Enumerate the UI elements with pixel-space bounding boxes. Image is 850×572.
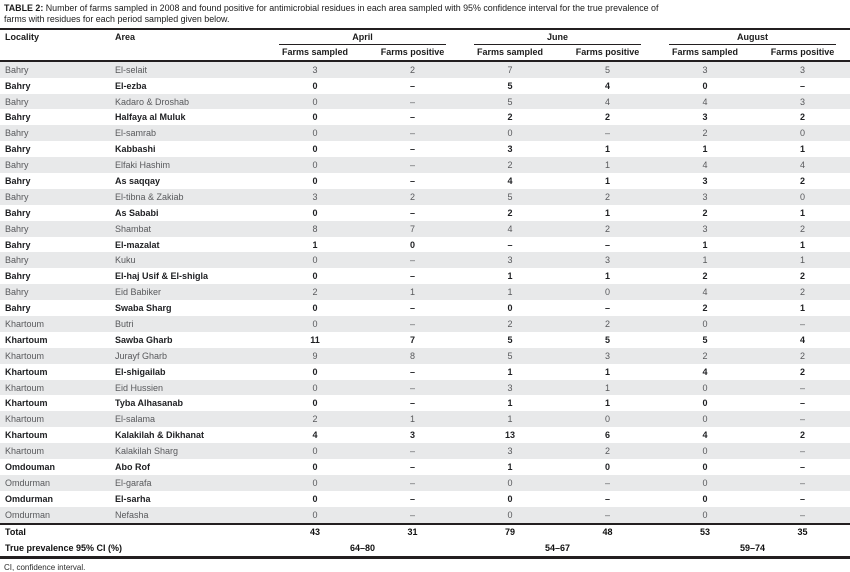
value-cell: – <box>605 239 611 250</box>
total-april-positive: 31 <box>365 524 460 541</box>
value-cell: 5 <box>702 334 708 345</box>
value-cell: 1 <box>605 366 611 377</box>
value-cell: – <box>800 446 806 457</box>
value-cell: 4 <box>800 334 806 345</box>
value-cell: 1 <box>702 144 708 155</box>
col-header-august-positive: Farms positive <box>755 45 850 61</box>
locality-cell: Bahry <box>5 223 29 234</box>
value-cell: 0 <box>605 414 611 425</box>
value-cell: 0 <box>312 461 318 472</box>
value-cell: 1 <box>507 414 513 425</box>
value-cell: 3 <box>507 382 513 393</box>
value-cell: 2 <box>800 287 806 298</box>
value-cell: 0 <box>312 398 318 409</box>
locality-cell: Khartoum <box>5 334 48 345</box>
col-group-august <box>655 29 850 45</box>
value-cell: 0 <box>702 493 708 504</box>
table-row <box>0 78 850 94</box>
area-cell: As saqqay <box>115 175 161 186</box>
value-cell: 1 <box>507 287 513 298</box>
value-cell: 3 <box>410 430 416 441</box>
value-cell: 0 <box>702 461 708 472</box>
value-cell: 0 <box>312 207 318 218</box>
ci-june: 54–67 <box>460 540 655 557</box>
value-cell: 0 <box>702 509 708 520</box>
area-cell: Sawba Gharb <box>115 334 173 345</box>
value-cell: 1 <box>605 175 611 186</box>
area-cell: El-selait <box>115 64 148 75</box>
value-cell: 7 <box>507 64 513 75</box>
value-cell: 5 <box>605 64 611 75</box>
area-cell: Shambat <box>115 223 152 234</box>
table-row <box>0 475 850 491</box>
table-row <box>0 157 850 173</box>
value-cell: 3 <box>605 255 611 266</box>
value-cell: 0 <box>312 303 318 314</box>
value-cell: 0 <box>312 255 318 266</box>
value-cell: 11 <box>310 334 320 345</box>
value-cell: 2 <box>702 128 708 139</box>
col-header-june-sampled: Farms sampled <box>460 45 560 61</box>
value-cell: 1 <box>312 239 318 250</box>
value-cell: 2 <box>507 207 513 218</box>
value-cell: 2 <box>800 175 806 186</box>
value-cell: 2 <box>605 446 611 457</box>
area-cell: Kadaro & Droshab <box>115 96 190 107</box>
area-cell: El-haj Usif & El-shigla <box>115 271 209 282</box>
caption-label: TABLE 2: <box>4 3 44 13</box>
value-cell: 4 <box>312 430 318 441</box>
value-cell: 1 <box>702 255 708 266</box>
locality-cell: Khartoum <box>5 430 48 441</box>
value-cell: – <box>800 318 806 329</box>
value-cell: – <box>410 477 416 488</box>
value-cell: 1 <box>507 398 513 409</box>
value-cell: 13 <box>505 430 516 441</box>
value-cell: 0 <box>312 112 318 123</box>
value-cell: 0 <box>702 382 708 393</box>
locality-cell: Bahry <box>5 96 29 107</box>
table-row <box>0 284 850 300</box>
value-cell: 0 <box>507 509 513 520</box>
area-cell: Butri <box>115 318 134 329</box>
value-cell: 0 <box>702 446 708 457</box>
value-cell: 3 <box>507 144 513 155</box>
value-cell: 1 <box>605 144 611 155</box>
value-cell: – <box>410 303 416 314</box>
value-cell: 1 <box>605 382 611 393</box>
table-row <box>0 268 850 284</box>
value-cell: 2 <box>605 318 611 329</box>
value-cell: – <box>410 207 416 218</box>
value-cell: 2 <box>800 271 806 282</box>
locality-cell: Bahry <box>5 160 29 171</box>
value-cell: 2 <box>800 112 806 123</box>
value-cell: 0 <box>312 175 318 186</box>
total-april-sampled: 43 <box>265 524 365 541</box>
value-cell: 1 <box>410 287 416 298</box>
area-cell: Halfaya al Muluk <box>115 112 186 123</box>
locality-cell: Bahry <box>5 303 31 314</box>
locality-cell: Bahry <box>5 144 31 155</box>
area-cell: El-garafa <box>115 477 152 488</box>
value-cell: 2 <box>312 414 318 425</box>
value-cell: 1 <box>605 271 611 282</box>
value-cell: 0 <box>605 461 611 472</box>
value-cell: 3 <box>800 64 806 75</box>
table-row <box>0 395 850 411</box>
locality-cell: Bahry <box>5 64 29 75</box>
value-cell: – <box>410 446 416 457</box>
locality-cell: Bahry <box>5 112 31 123</box>
month-label-june: June <box>474 32 641 45</box>
value-cell: 3 <box>312 191 318 202</box>
value-cell: 4 <box>702 366 708 377</box>
value-cell: 2 <box>702 207 708 218</box>
area-cell: El-samrab <box>115 128 157 139</box>
total-august-sampled: 53 <box>655 524 755 541</box>
value-cell: 4 <box>800 160 806 171</box>
col-header-area: Area <box>112 29 265 61</box>
value-cell: – <box>605 303 611 314</box>
table-header <box>0 29 850 61</box>
table-row <box>0 332 850 348</box>
table-row <box>0 252 850 268</box>
value-cell: 0 <box>507 128 513 139</box>
value-cell: 5 <box>605 334 611 345</box>
table-row <box>0 427 850 443</box>
value-cell: – <box>410 112 416 123</box>
value-cell: – <box>605 493 611 504</box>
value-cell: – <box>410 461 416 472</box>
area-cell: Kalakilah Sharg <box>115 446 179 457</box>
area-cell: Jurayf Gharb <box>115 350 168 361</box>
locality-cell: Omdurman <box>5 493 54 504</box>
value-cell: 1 <box>702 239 708 250</box>
value-cell: 3 <box>702 64 708 75</box>
locality-cell: Khartoum <box>5 382 45 393</box>
table-row <box>0 221 850 237</box>
value-cell: 4 <box>605 96 611 107</box>
area-cell: Tyba Alhasanab <box>115 398 184 409</box>
total-august-positive: 35 <box>755 524 850 541</box>
value-cell: 0 <box>702 477 708 488</box>
value-cell: – <box>507 239 513 250</box>
value-cell: 8 <box>410 350 416 361</box>
col-header-april-positive: Farms positive <box>365 45 460 61</box>
value-cell: – <box>800 382 806 393</box>
value-cell: 1 <box>800 144 806 155</box>
value-cell: – <box>800 398 806 409</box>
value-cell: 2 <box>312 287 318 298</box>
value-cell: 0 <box>800 191 806 202</box>
locality-cell: Bahry <box>5 255 29 266</box>
value-cell: 0 <box>312 160 318 171</box>
area-cell: Abo Rof <box>115 461 150 472</box>
value-cell: 0 <box>410 239 416 250</box>
value-cell: 1 <box>605 160 611 171</box>
total-row <box>0 524 850 541</box>
value-cell: 2 <box>702 350 708 361</box>
value-cell: 1 <box>800 207 806 218</box>
locality-cell: Bahry <box>5 207 31 218</box>
area-cell: Swaba Sharg <box>115 303 172 314</box>
locality-cell: Bahry <box>5 128 29 139</box>
locality-cell: Bahry <box>5 287 29 298</box>
value-cell: 0 <box>312 366 318 377</box>
value-cell: 0 <box>507 303 513 314</box>
value-cell: 0 <box>702 318 708 329</box>
value-cell: – <box>410 366 416 377</box>
area-cell: El-tibna & Zakiab <box>115 191 184 202</box>
value-cell: 2 <box>507 318 513 329</box>
value-cell: – <box>800 493 806 504</box>
value-cell: 3 <box>800 96 806 107</box>
area-cell: El-salama <box>115 414 156 425</box>
caption-line-1 <box>4 3 845 14</box>
value-cell: 2 <box>605 112 611 123</box>
col-header-august-sampled: Farms sampled <box>655 45 755 61</box>
true-prevalence-label: True prevalence 95% CI (%) <box>0 540 265 557</box>
value-cell: 2 <box>605 191 611 202</box>
table-row <box>0 237 850 253</box>
table-row <box>0 491 850 507</box>
value-cell: 1 <box>507 271 513 282</box>
value-cell: 2 <box>702 303 708 314</box>
value-cell: 5 <box>507 334 513 345</box>
value-cell: 4 <box>507 175 513 186</box>
locality-cell: Omdouman <box>5 461 56 472</box>
value-cell: 0 <box>312 128 318 139</box>
value-cell: 0 <box>800 128 806 139</box>
value-cell: 5 <box>507 80 513 91</box>
value-cell: 3 <box>507 446 513 457</box>
value-cell: 5 <box>507 350 513 361</box>
value-cell: 6 <box>605 430 611 441</box>
table-row <box>0 125 850 141</box>
value-cell: 3 <box>605 350 611 361</box>
value-cell: – <box>800 477 806 488</box>
value-cell: 4 <box>507 223 513 234</box>
area-cell: Nefasha <box>115 509 149 520</box>
value-cell: – <box>410 509 416 520</box>
area-cell: Eid Babiker <box>115 287 162 298</box>
locality-cell: Bahry <box>5 239 31 250</box>
col-group-june <box>460 29 655 45</box>
value-cell: 5 <box>507 96 513 107</box>
value-cell: 0 <box>312 509 318 520</box>
value-cell: 4 <box>702 96 708 107</box>
table-row <box>0 300 850 316</box>
table-caption <box>0 0 850 28</box>
area-cell: El-mazalat <box>115 239 160 250</box>
value-cell: 7 <box>410 334 416 345</box>
value-cell: 1 <box>800 255 806 266</box>
value-cell: – <box>800 80 806 91</box>
value-cell: 1 <box>800 303 806 314</box>
value-cell: 2 <box>702 271 708 282</box>
locality-cell: Khartoum <box>5 318 45 329</box>
value-cell: 0 <box>312 382 318 393</box>
value-cell: 4 <box>702 160 708 171</box>
value-cell: 0 <box>605 287 611 298</box>
value-cell: 7 <box>410 223 416 234</box>
value-cell: 4 <box>605 80 611 91</box>
value-cell: 8 <box>312 223 318 234</box>
table-row <box>0 316 850 332</box>
table-footnote: CI, confidence interval. <box>4 562 86 572</box>
value-cell: – <box>410 318 416 329</box>
table-body <box>0 61 850 524</box>
value-cell: 2 <box>605 223 611 234</box>
month-label-august: August <box>669 32 836 45</box>
value-cell: 3 <box>702 175 708 186</box>
value-cell: 2 <box>410 191 416 202</box>
area-cell: El-shigailab <box>115 366 166 377</box>
value-cell: – <box>410 128 416 139</box>
value-cell: 5 <box>507 191 513 202</box>
locality-cell: Bahry <box>5 175 31 186</box>
locality-cell: Bahry <box>5 191 29 202</box>
value-cell: 1 <box>800 239 806 250</box>
value-cell: 3 <box>312 64 318 75</box>
area-cell: Kabbashi <box>115 144 156 155</box>
value-cell: – <box>410 144 416 155</box>
value-cell: – <box>410 96 416 107</box>
value-cell: 0 <box>507 493 513 504</box>
value-cell: 3 <box>507 255 513 266</box>
table-row <box>0 173 850 189</box>
table-row <box>0 141 850 157</box>
value-cell: – <box>800 509 806 520</box>
value-cell: – <box>410 175 416 186</box>
caption-line-2: farms with residues for each period sampled given below. <box>4 14 230 25</box>
value-cell: 0 <box>702 398 708 409</box>
col-header-locality: Locality <box>0 29 112 61</box>
value-cell: 3 <box>702 112 708 123</box>
table-row <box>0 443 850 459</box>
locality-cell: Omdurman <box>5 509 51 520</box>
value-cell: – <box>410 80 416 91</box>
table-row <box>0 348 850 364</box>
value-cell: – <box>605 128 611 139</box>
value-cell: 0 <box>312 477 318 488</box>
value-cell: 9 <box>312 350 318 361</box>
value-cell: 2 <box>800 223 806 234</box>
locality-cell: Khartoum <box>5 414 45 425</box>
value-cell: – <box>410 160 416 171</box>
value-cell: 2 <box>800 366 806 377</box>
table-row <box>0 364 850 380</box>
month-label-april: April <box>279 32 446 45</box>
table-row <box>0 189 850 205</box>
area-cell: Eid Hussien <box>115 382 164 393</box>
area-cell: Kuku <box>115 255 136 266</box>
value-cell: 2 <box>800 430 806 441</box>
table-row <box>0 380 850 396</box>
table-row <box>0 411 850 427</box>
table-row <box>0 205 850 221</box>
value-cell: 3 <box>702 223 708 234</box>
value-cell: 4 <box>702 430 708 441</box>
value-cell: 0 <box>702 414 708 425</box>
area-cell: El-sarha <box>115 493 151 504</box>
col-header-june-positive: Farms positive <box>560 45 655 61</box>
value-cell: 2 <box>800 350 806 361</box>
value-cell: 0 <box>312 96 318 107</box>
value-cell: 1 <box>507 366 513 377</box>
locality-cell: Khartoum <box>5 446 45 457</box>
area-cell: El-ezba <box>115 80 147 91</box>
locality-cell: Khartoum <box>5 366 48 377</box>
table-row <box>0 61 850 78</box>
area-cell: Kalakilah & Dikhanat <box>115 430 205 441</box>
value-cell: 0 <box>312 80 318 91</box>
value-cell: 2 <box>507 160 513 171</box>
value-cell: 0 <box>312 446 318 457</box>
locality-cell: Khartoum <box>5 398 48 409</box>
value-cell: 0 <box>312 144 318 155</box>
value-cell: – <box>410 493 416 504</box>
value-cell: 2 <box>507 112 513 123</box>
total-june-sampled: 79 <box>460 524 560 541</box>
value-cell: 0 <box>312 271 318 282</box>
value-cell: – <box>410 255 416 266</box>
col-group-april <box>265 29 460 45</box>
locality-cell: Omdurman <box>5 477 51 488</box>
true-prevalence-row <box>0 540 850 557</box>
value-cell: 0 <box>507 477 513 488</box>
value-cell: 1 <box>605 207 611 218</box>
value-cell: 4 <box>702 287 708 298</box>
area-cell: Elfaki Hashim <box>115 160 171 171</box>
col-header-april-sampled: Farms sampled <box>265 45 365 61</box>
value-cell: 0 <box>702 80 708 91</box>
value-cell: 3 <box>702 191 708 202</box>
table-row <box>0 459 850 475</box>
value-cell: 0 <box>312 493 318 504</box>
caption-text-1: Number of farms sampled in 2008 and found positive for antimicrobial residues in each area sampled with 95% confidence interval for the true prevalence of <box>45 3 659 13</box>
table-row <box>0 507 850 524</box>
ci-april: 64–80 <box>265 540 460 557</box>
value-cell: – <box>800 414 806 425</box>
locality-cell: Khartoum <box>5 350 45 361</box>
area-cell: As Sababi <box>115 207 159 218</box>
value-cell: – <box>605 509 611 520</box>
total-june-positive: 48 <box>560 524 655 541</box>
value-cell: – <box>410 271 416 282</box>
total-label: Total <box>0 524 265 541</box>
table-row <box>0 109 850 125</box>
value-cell: 1 <box>410 414 416 425</box>
value-cell: 2 <box>410 64 416 75</box>
table-row <box>0 94 850 110</box>
locality-cell: Bahry <box>5 80 31 91</box>
locality-cell: Bahry <box>5 271 31 282</box>
value-cell: 0 <box>312 318 318 329</box>
farms-residues-table <box>0 28 850 559</box>
value-cell: – <box>605 477 611 488</box>
table-footer <box>0 524 850 558</box>
value-cell: 1 <box>507 461 513 472</box>
header-row-months <box>0 29 850 45</box>
value-cell: – <box>410 398 416 409</box>
ci-august: 59–74 <box>655 540 850 557</box>
value-cell: – <box>410 382 416 393</box>
value-cell: – <box>800 461 806 472</box>
value-cell: 1 <box>605 398 611 409</box>
